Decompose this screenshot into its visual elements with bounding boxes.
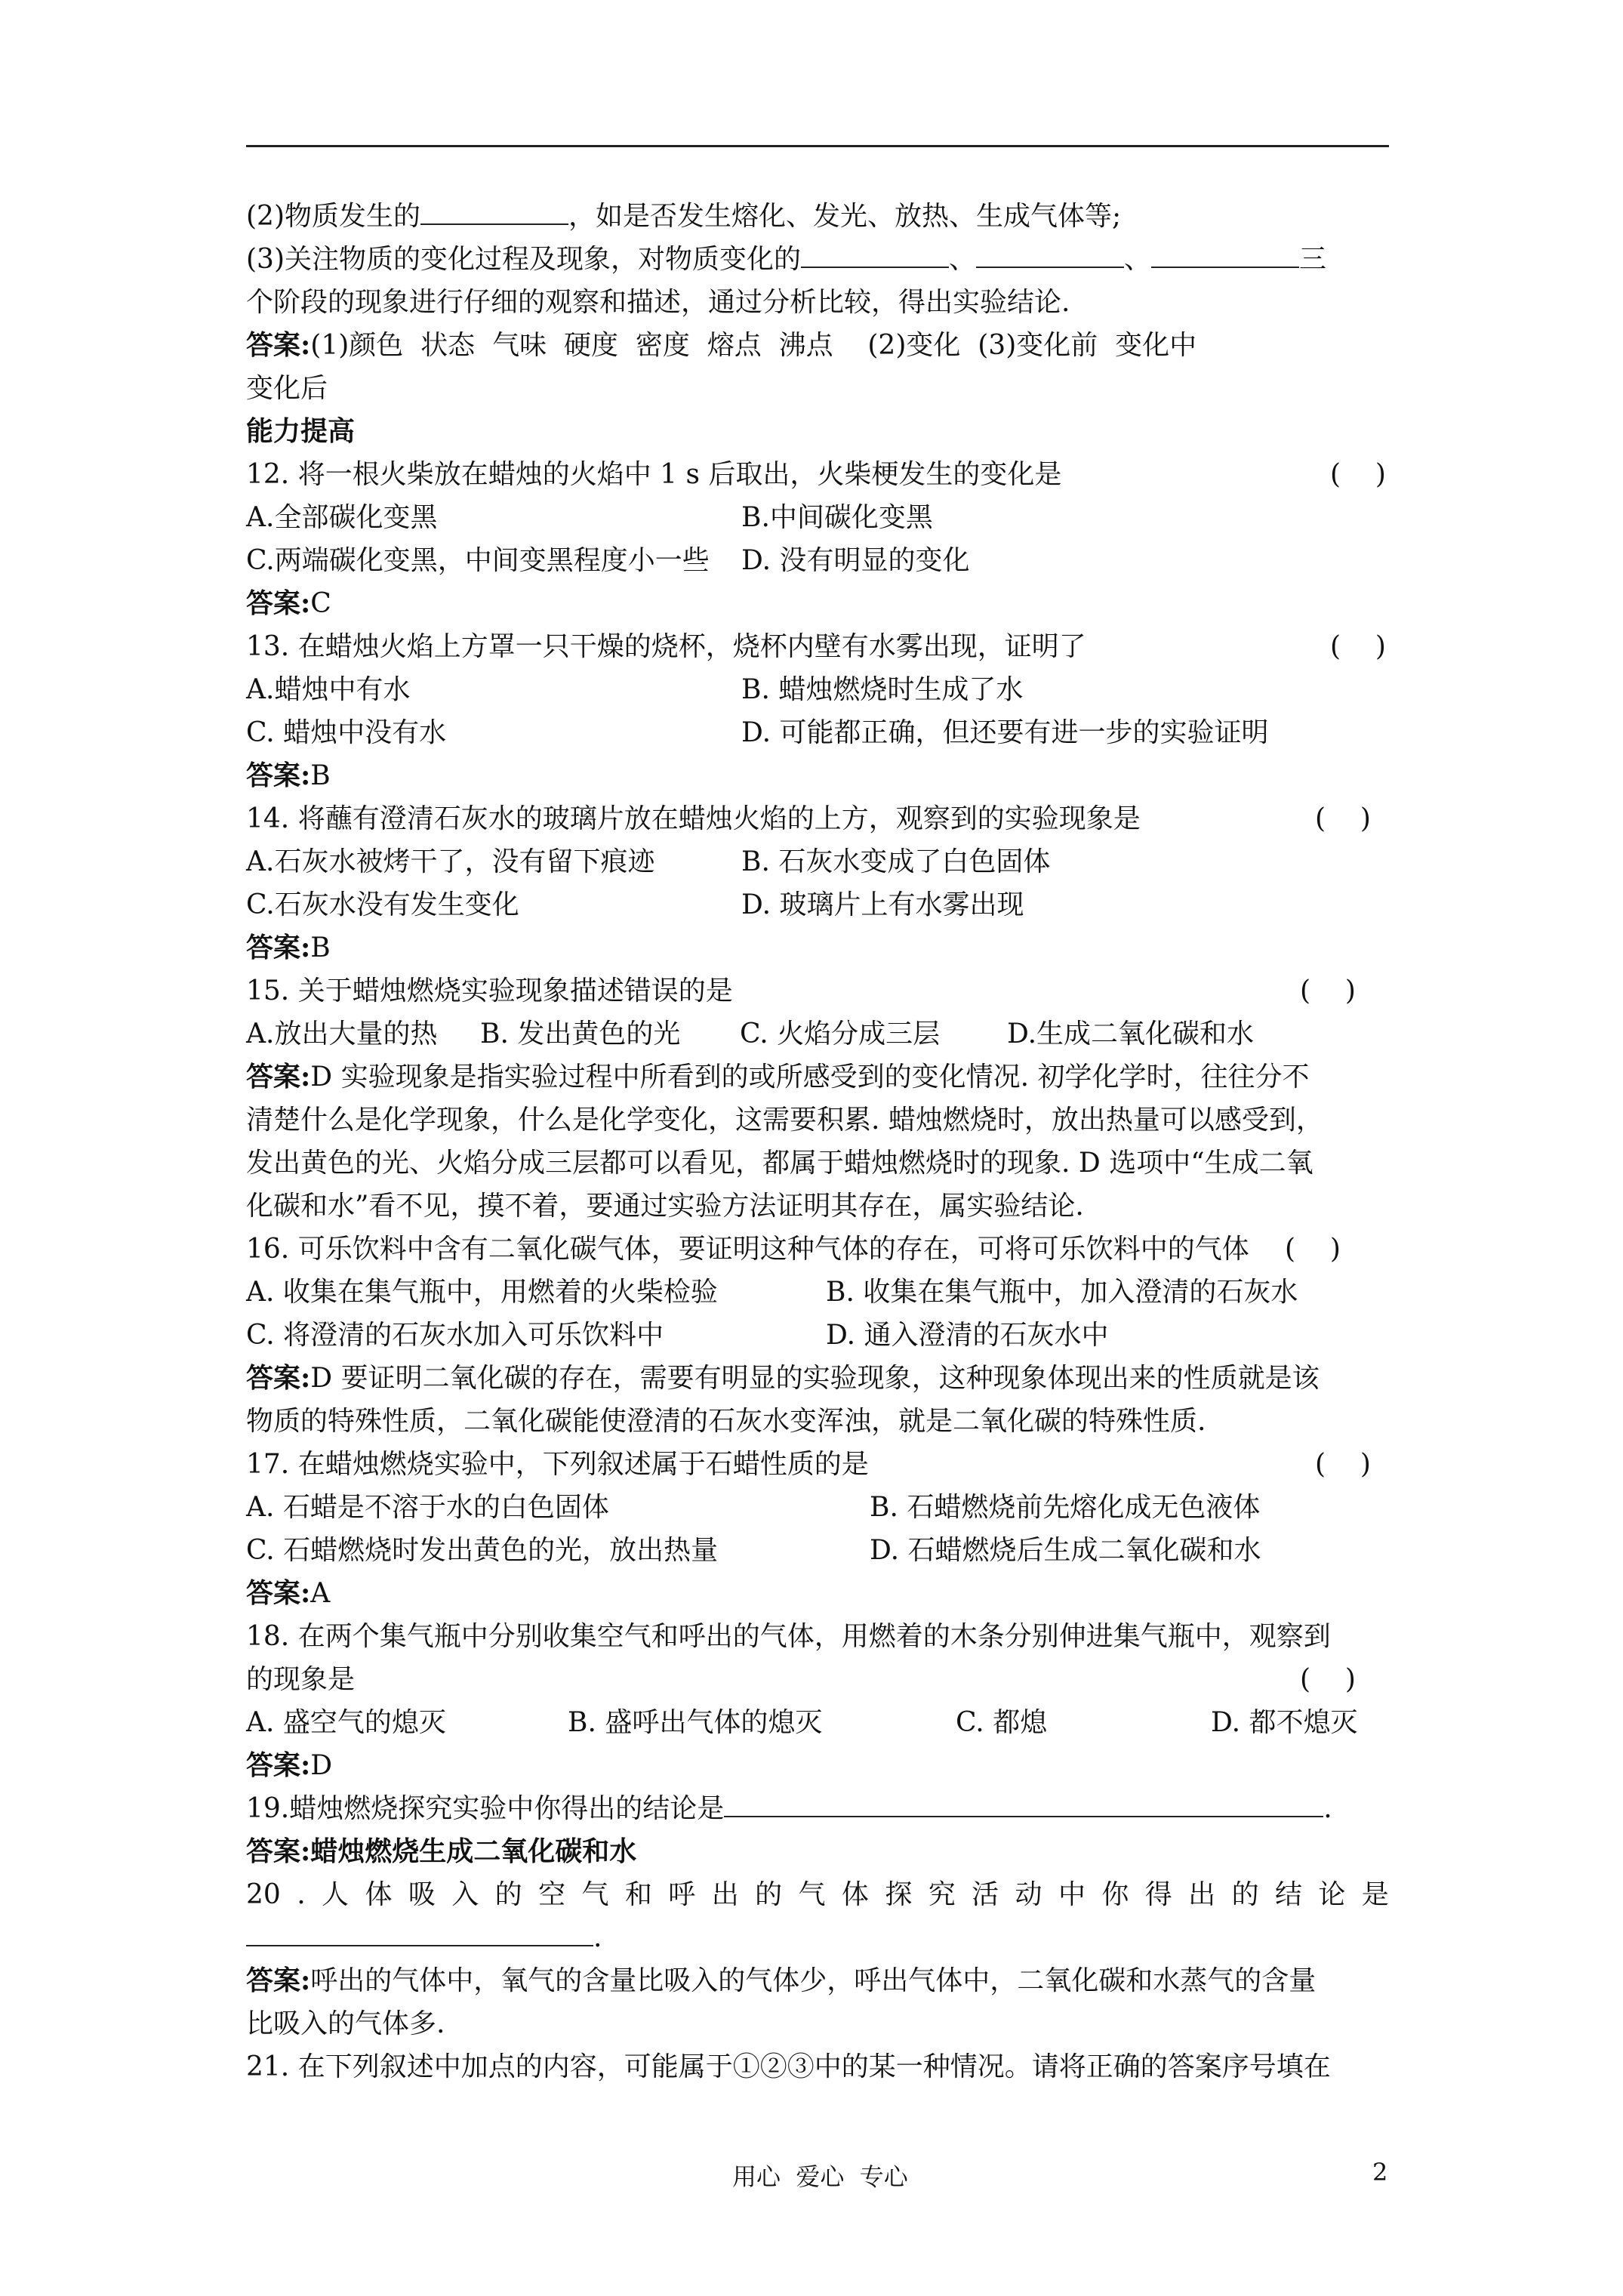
option-b: B. 收集在集气瓶中，加入澄清的石灰水 — [826, 1277, 1298, 1308]
option-a: A. 石蜡是不溶于水的白色固体 — [246, 1492, 609, 1523]
text-line — [246, 281, 1401, 324]
answer-text: 化碳和水”看不见，摸不着，要通过实验方法证明其存在，属实验结论. — [246, 1191, 1084, 1222]
answer-line — [246, 367, 1401, 410]
options-row — [246, 840, 1401, 883]
text: . — [1323, 1793, 1332, 1824]
options-row — [246, 1012, 1401, 1056]
answer-label: 答案: — [246, 1362, 311, 1394]
answer-text: D — [310, 1750, 333, 1781]
answer-text: 呼出的气体中，氧气的含量比吸入的气体少，呼出气体中，二氧化碳和水蒸气的含量 — [310, 1965, 1317, 1996]
option-a: A.石灰水被烤干了，没有留下痕迹 — [246, 846, 655, 877]
question-stem — [246, 1787, 1401, 1830]
separator: 、 — [1124, 244, 1152, 275]
answer-line — [246, 1572, 1401, 1615]
question-char: 的 — [755, 1879, 783, 1910]
question-char: 呼 — [668, 1879, 696, 1910]
options-row — [246, 1314, 1401, 1357]
option-d: D. 玻璃片上有水雾出现 — [741, 889, 1024, 920]
answer-text: B — [310, 932, 331, 963]
question-char: 出 — [711, 1879, 739, 1910]
text-line — [246, 238, 1401, 281]
option-b: B. 石灰水变成了白色固体 — [741, 846, 1051, 877]
question-char: 论 — [1318, 1879, 1346, 1910]
answer-line — [246, 1744, 1401, 1787]
options-row — [246, 496, 1401, 539]
option-a: A.放出大量的热 — [246, 1019, 438, 1049]
question-stem — [246, 1443, 1401, 1486]
options-row — [246, 711, 1401, 754]
answer-line — [246, 754, 1401, 797]
question-stem — [246, 1228, 1401, 1271]
option-d: D. 石蜡燃烧后生成二氧化碳和水 — [870, 1535, 1261, 1566]
question-text: 15. 关于蜡烛燃烧实验现象描述错误的是 — [246, 975, 733, 1006]
question-text: 12. 将一根火柴放在蜡烛的火焰中 1 s 后取出，火柴梗发生的变化是 — [246, 459, 1062, 490]
question-text: 13. 在蜡烛火焰上方罩一只干燥的烧杯，烧杯内壁有水雾出现，证明了 — [246, 631, 1086, 662]
option-c: C. 火焰分成三层 — [740, 1019, 941, 1049]
document-body — [246, 195, 1401, 2088]
answer-bracket: ( ) — [1300, 975, 1356, 1006]
answer-text: 蜡烛燃烧生成二氧化碳和水 — [310, 1835, 637, 1867]
answer-line — [246, 1830, 1401, 1873]
fill-blank — [976, 241, 1124, 268]
answer-line — [246, 1400, 1401, 1443]
option-c: C.石灰水没有发生变化 — [246, 889, 519, 920]
question-char: 的 — [1231, 1879, 1259, 1910]
text: 个阶段的现象进行仔细的观察和描述，通过分析比较，得出实验结论. — [246, 287, 1070, 318]
answer-text: D 实验现象是指实验过程中所看到的或所感受到的变化情况. 初学化学时，往往分不 — [310, 1062, 1310, 1093]
answer-text: D 要证明二氧化碳的存在，需要有明显的实验现象，这种现象体现出来的性质就是该 — [310, 1363, 1320, 1394]
answer-text: 清楚什么是化学现象，什么是化学变化，这需要积累. 蜡烛燃烧时，放出热量可以感受到， — [246, 1105, 1323, 1136]
question-char: 活 — [972, 1879, 999, 1910]
option-a: A.蜡烛中有水 — [246, 674, 411, 705]
question-char: 探 — [885, 1879, 913, 1910]
question-char: 究 — [928, 1879, 956, 1910]
text: (2)物质发生的 — [246, 201, 420, 232]
question-stem — [246, 797, 1401, 840]
option-d: D. 都不熄灭 — [1211, 1707, 1358, 1738]
question-char: 得 — [1144, 1879, 1172, 1910]
question-stem — [246, 453, 1401, 496]
header-rule — [246, 145, 1389, 147]
fill-blank — [1151, 241, 1299, 268]
question-stem — [246, 625, 1401, 668]
question-char: 中 — [1058, 1879, 1086, 1910]
answer-text: C — [310, 588, 331, 619]
question-char: 吸 — [408, 1879, 436, 1910]
question-stem — [246, 1873, 1401, 1916]
question-char: 空 — [538, 1879, 566, 1910]
question-char: 气 — [581, 1879, 609, 1910]
answer-label: 答案: — [246, 1061, 311, 1093]
question-stem — [246, 1615, 1401, 1658]
answer-label: 答案: — [246, 587, 311, 619]
option-c: C. 石蜡燃烧时发出黄色的光，放出热量 — [246, 1535, 719, 1566]
option-d: D.生成二氧化碳和水 — [1007, 1019, 1255, 1049]
text: (3)关注物质的变化过程及现象，对物质变化的 — [246, 244, 801, 275]
question-char: 出 — [1188, 1879, 1216, 1910]
answer-label: 答案: — [246, 1749, 311, 1781]
fill-blank — [801, 241, 949, 268]
question-char: 和 — [624, 1879, 652, 1910]
page-number: 2 — [1372, 2158, 1388, 2187]
answer-line — [246, 582, 1401, 625]
fill-blank — [420, 198, 568, 225]
question-char: 人 — [322, 1879, 350, 1910]
text: 三 — [1299, 244, 1327, 275]
option-c: C. 蜡烛中没有水 — [246, 717, 447, 748]
options-row — [246, 1701, 1401, 1744]
answer-label: 答案: — [246, 932, 311, 963]
option-b: B. 发出黄色的光 — [480, 1019, 681, 1049]
question-text: 14. 将蘸有澄清石灰水的玻璃片放在蜡烛火焰的上方，观察到的实验现象是 — [246, 803, 1141, 834]
answer-text: 比吸入的气体多. — [246, 2008, 445, 2039]
question-char: . — [297, 1879, 306, 1910]
question-char: 动 — [1015, 1879, 1042, 1910]
answer-text: 发出黄色的光、火焰分成三层都可以看见，都属于蜡烛燃烧时的现象. D 选项中“生成二氧 — [246, 1148, 1313, 1179]
option-d: D. 可能都正确，但还要有进一步的实验证明 — [741, 717, 1269, 748]
answer-line — [246, 2002, 1401, 2045]
answer-label: 答案: — [246, 1577, 311, 1609]
question-char: 入 — [451, 1879, 479, 1910]
question-text: 21. 在下列叙述中加点的内容，可能属于①②③中的某一种情况。请将正确的答案序号填在 — [246, 2051, 1331, 2082]
question-char: 体 — [365, 1879, 393, 1910]
question-text: 16. 可乐饮料中含有二氧化碳气体，要证明这种气体的存在，可将可乐饮料中的气体 — [246, 1234, 1249, 1265]
question-text-spread — [246, 1873, 1389, 1916]
answer-text: A — [310, 1578, 331, 1609]
question-char: 的 — [494, 1879, 522, 1910]
answer-label: 答案: — [246, 329, 311, 361]
text-line — [246, 195, 1401, 238]
answer-label: 答案: — [246, 1965, 311, 1996]
text: ，如是否发生熔化、发光、放热、生成气体等; — [568, 201, 1122, 232]
option-d: D. 通入澄清的石灰水中 — [826, 1320, 1109, 1351]
options-row — [246, 539, 1401, 582]
question-stem — [246, 1658, 1401, 1701]
question-char: 结 — [1274, 1879, 1302, 1910]
question-char: 是 — [1361, 1879, 1389, 1910]
section-title-text: 能力提高 — [246, 415, 356, 447]
answer-text: (1)颜色 状态 气味 硬度 密度 熔点 沸点 (2)变化 (3)变化前 变化中 — [310, 330, 1197, 361]
question-stem — [246, 969, 1401, 1012]
question-text: 18. 在两个集气瓶中分别收集空气和呼出的气体，用燃着的木条分别伸进集气瓶中，观察到 — [246, 1621, 1331, 1652]
options-row — [246, 1486, 1401, 1529]
option-c: C.两端碳化变黑，中间变黑程度小一些 — [246, 545, 710, 576]
option-c: C. 将澄清的石灰水加入可乐饮料中 — [246, 1320, 664, 1351]
answer-label: 答案: — [246, 760, 311, 791]
question-text: 19.蜡烛燃烧探究实验中你得出的结论是 — [246, 1793, 725, 1824]
question-text: 17. 在蜡烛燃烧实验中，下列叙述属于石蜡性质的是 — [246, 1449, 869, 1480]
section-title — [246, 410, 1401, 453]
option-b: B.中间碳化变黑 — [741, 502, 933, 533]
options-row — [246, 1529, 1401, 1572]
options-row — [246, 668, 1401, 711]
answer-line — [246, 1959, 1401, 2002]
question-stem — [246, 2045, 1401, 2088]
question-stem — [246, 1916, 1401, 1959]
option-a: A. 盛空气的熄灭 — [246, 1707, 446, 1738]
question-char: 气 — [798, 1879, 826, 1910]
question-char: 20 — [246, 1879, 281, 1910]
footer-motto: 用心 爱心 专心 — [732, 2162, 908, 2191]
answer-text: 变化后 — [246, 373, 328, 404]
answer-line — [246, 1056, 1401, 1099]
answer-bracket: ( ) — [1315, 1449, 1371, 1480]
answer-line — [246, 1357, 1401, 1400]
option-b: B. 蜡烛燃烧时生成了水 — [741, 674, 1024, 705]
answer-line — [246, 1099, 1401, 1142]
option-a: A.全部碳化变黑 — [246, 502, 438, 533]
answer-text: B — [310, 760, 331, 791]
answer-line — [246, 1185, 1401, 1228]
answer-bracket: ( ) — [1285, 1234, 1341, 1265]
separator: 、 — [949, 244, 977, 275]
answer-bracket: ( ) — [1300, 1664, 1356, 1695]
question-char: 体 — [841, 1879, 869, 1910]
answer-text: 物质的特殊性质，二氧化碳能使澄清的石灰水变浑浊，就是二氧化碳的特殊性质. — [246, 1406, 1206, 1437]
option-d: D. 没有明显的变化 — [741, 545, 970, 576]
answer-bracket: ( ) — [1315, 803, 1371, 834]
option-c: C. 都熄 — [956, 1707, 1048, 1738]
question-text: 的现象是 — [246, 1664, 356, 1695]
fill-blank — [246, 1919, 593, 1946]
answer-line — [246, 1142, 1401, 1185]
option-b: B. 石蜡燃烧前先熔化成无色液体 — [870, 1492, 1261, 1523]
options-row — [246, 883, 1401, 926]
answer-line — [246, 324, 1401, 367]
question-char: 你 — [1101, 1879, 1129, 1910]
answer-bracket: ( ) — [1330, 459, 1386, 490]
options-row — [246, 1271, 1401, 1314]
answer-bracket: ( ) — [1330, 631, 1386, 662]
option-a: A. 收集在集气瓶中，用燃着的火柴检验 — [246, 1277, 718, 1308]
answer-line — [246, 926, 1401, 969]
answer-label: 答案: — [246, 1835, 311, 1867]
fill-blank — [724, 1790, 1323, 1817]
option-b: B. 盛呼出气体的熄灭 — [568, 1707, 823, 1738]
text: . — [593, 1922, 602, 1953]
